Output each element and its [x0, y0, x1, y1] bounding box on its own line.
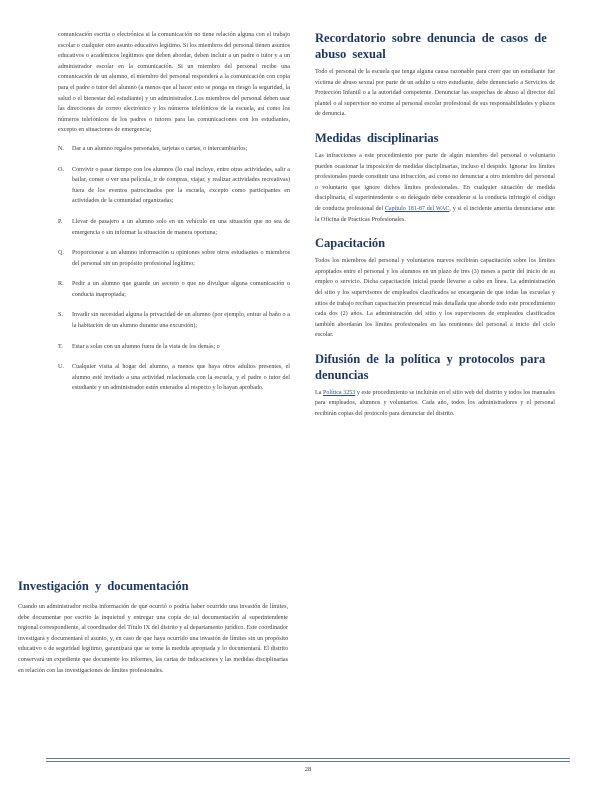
- list-item-text: Convivir o pasar tiempo con los alumnos (lo cual incluye, entre otras actividades, salir a bailar, comer o ver una película, ir de compras, viajar, y realizar actividades recreativas) fuera de los eventos patrocinados por la escuela, excepto como participantes en actividades de la comunidad organizadas;: [72, 166, 290, 205]
- medidas-section: [315, 130, 555, 225]
- capacitacion-section: [315, 235, 555, 341]
- difusion-text-pre: La: [315, 389, 322, 396]
- wac-chapter-link[interactable]: Capítulo 181-87 del WAC: [384, 205, 450, 212]
- list-item: [58, 310, 290, 331]
- list-item: [58, 144, 290, 155]
- list-item: [58, 248, 290, 269]
- recordatorio-section: [315, 30, 555, 120]
- list-item-text: Cualquier visita al hogar del alumno, a menos que haya otros adultos presentes, el alumno esté invitado a una actividad relacionada con la escuela, y el padre o tutor del estudiante y un administrador estén enterados al respecto y lo hayan aprobado.: [72, 364, 290, 392]
- list-marker: S.: [58, 312, 63, 319]
- list-item: [58, 362, 290, 394]
- footer-rule: [46, 758, 570, 759]
- list-marker: U.: [58, 364, 64, 371]
- medidas-heading: Medidas disciplinarias: [315, 130, 439, 145]
- list-marker: T.: [58, 343, 63, 350]
- list-item-text: Llevar de pasajero a un alumno solo en un vehículo en una situación que no sea de emergencia o sin informar la situación de manera oportuna;: [72, 218, 290, 236]
- list-marker: N.: [58, 145, 64, 152]
- page-number: 28: [304, 766, 312, 773]
- medidas-body: [315, 151, 555, 225]
- list-marker: O.: [58, 166, 64, 173]
- difusion-body: [315, 388, 555, 420]
- investigacion-body: Cuando un administrador reciba información de que ocurrió o podría haber ocurrido una invasión de límites, debe documentar por escrito la inquietud y entregar una copia de tal documentación al superintendente regional correspondiente, al coordinador del Título IX del distrito y al departamento jurídico. Este coordinador investigará y documentará el asunto, y, en caso de que haya ocurrido una invasión de límites sin un propósito educativo o de seguridad legítimo, garantizará que se tome la medida apropiada y lo documentará. El distrito conservará un expediente que documente los informes, las cartas de indicaciones y las medidas disciplinarias en relación con las investigaciones de límites profesionales.: [18, 604, 288, 674]
- list-item: [58, 165, 290, 207]
- difusion-text: y este procedimiento se incluirán en el sitio web del distrito y todos los manuales para empleados, alumnos y voluntarios. Cada año, todos los administradores y el personal recibirán copias del protocolo para denunciar del distrito.: [315, 389, 555, 418]
- recordatorio-heading: Recordatorio sobre denuncia de casos de abuso sexual: [315, 31, 547, 61]
- footer-rule-thin: [46, 761, 570, 762]
- list-marker: R.: [58, 281, 64, 288]
- list-item-text: Dar a un alumno regalos personales, tarjetas o cartas, o intercambiarlos;: [72, 145, 248, 152]
- list-item: [58, 342, 290, 353]
- right-column: [315, 30, 555, 430]
- capacitacion-heading: Capacitación: [315, 236, 386, 251]
- list-item: [58, 217, 290, 238]
- capacitacion-body: Todos los miembros del personal y voluntarios nuevos recibirán capacitación sobre los límites apropiados entre el personal y los alumnos en un plazo de tres (3) meses a partir del inicio de su empleo o servicio. Dicha capacitación inicial puede llevarse a cabo en línea. La administración del sitio y los supervisores de empleados clasificados se encargarán de que todas las escuelas y sitios de trabajo reciban capacitación presencial más detallada que aborde todo este procedimiento cada dos (2) años. La administración del sitio y los supervisores de empleados clasificados también abordarán los límites profesionales en las reuniones del personal a inicio del ciclo escolar.: [315, 258, 555, 339]
- list-item-text: Invadir sin necesidad alguna la privacidad de un alumno (por ejemplo, entrar al baño o a la habitación de un alumno durante una excursión);: [72, 312, 290, 330]
- list-marker: Q.: [58, 250, 64, 257]
- difusion-heading: Difusión de la política y protocolos para denuncias: [315, 351, 546, 382]
- difusion-section: [315, 351, 555, 420]
- investigacion-heading: Investigación y documentación: [18, 579, 189, 593]
- recordatorio-body: Todo el personal de la escuela que tenga alguna causa razonable para creer que un estudiante fue víctima de abuso sexual por parte de un adulto u otro estudiante, debe denunciarlo a Servicios de Protección Infantil o a la autoridad competente. Denunciar las sospechas de abuso al director del plantel o al supervisor no exime al personal escolar profesional de sus responsabilidades y plazos de denuncia.: [315, 69, 555, 118]
- medidas-text-b: , y si el incidente amerita denunciarse ante la Oficina de Prácticas Profesionales.: [315, 205, 555, 223]
- list-item-text: Pedir a un alumno que guarde un secreto o que no divulgue alguna comunicación o conducta inapropiada;: [72, 281, 290, 298]
- left-column: [58, 30, 290, 404]
- list-item: [58, 279, 290, 300]
- policy-3253-link[interactable]: Política 3253: [323, 389, 356, 396]
- prohibited-conduct-list: [58, 144, 290, 394]
- list-item-text: Proporcionar a un alumno información u opiniones sobre otros estudiantes o miembros del personal sin un propósito profesional legítimo;: [72, 250, 290, 267]
- list-marker: P.: [58, 218, 63, 225]
- medidas-text-a: Las infracciones a este procedimiento por parte de algún miembro del personal o voluntario pueden ocasionar la imposición de medidas disciplinarias, incluso el despido. Ignorar los límites profesionales puede constituir una infracción, así como no denunciar a otro miembro del personal o voluntario que ignore dichos límites profesionales. En cualquier situación de medida disciplinaria, el superintendente o su delegado debe considerar si la conducta infringió el código de conducta profesional del: [315, 152, 555, 212]
- list-item-text: Estar a solas con un alumno fuera de la vista de los demás; o: [72, 343, 220, 350]
- intro-paragraph: comunicación escrita o electrónica si la comunicación no tiene relación alguna con el trabajo escolar o cualquier otro asunto educativo legítimo. Si los miembros del personal tienen asuntos educativos o académicos legítimos que deben abordar, deben incluir a un padre o tutor y a un administrador escolar en la comunicación. Si un miembro del personal recibe una comunicación de un alumno, el miembro del personal responderá a la comunicación con copia para el padre o tutor del alumno (a menos que al hacer esto se ponga en riesgo la seguridad, la salud o el bienestar del estudiante) y un administrador. Los miembros del personal deben usar las direcciones de correo electrónico y los números telefónicos de la escuela, así como los números telefónicos de los padres o tutores para las comunicaciones con los estudiantes, excepto en situaciones de emergencia;: [58, 32, 290, 134]
